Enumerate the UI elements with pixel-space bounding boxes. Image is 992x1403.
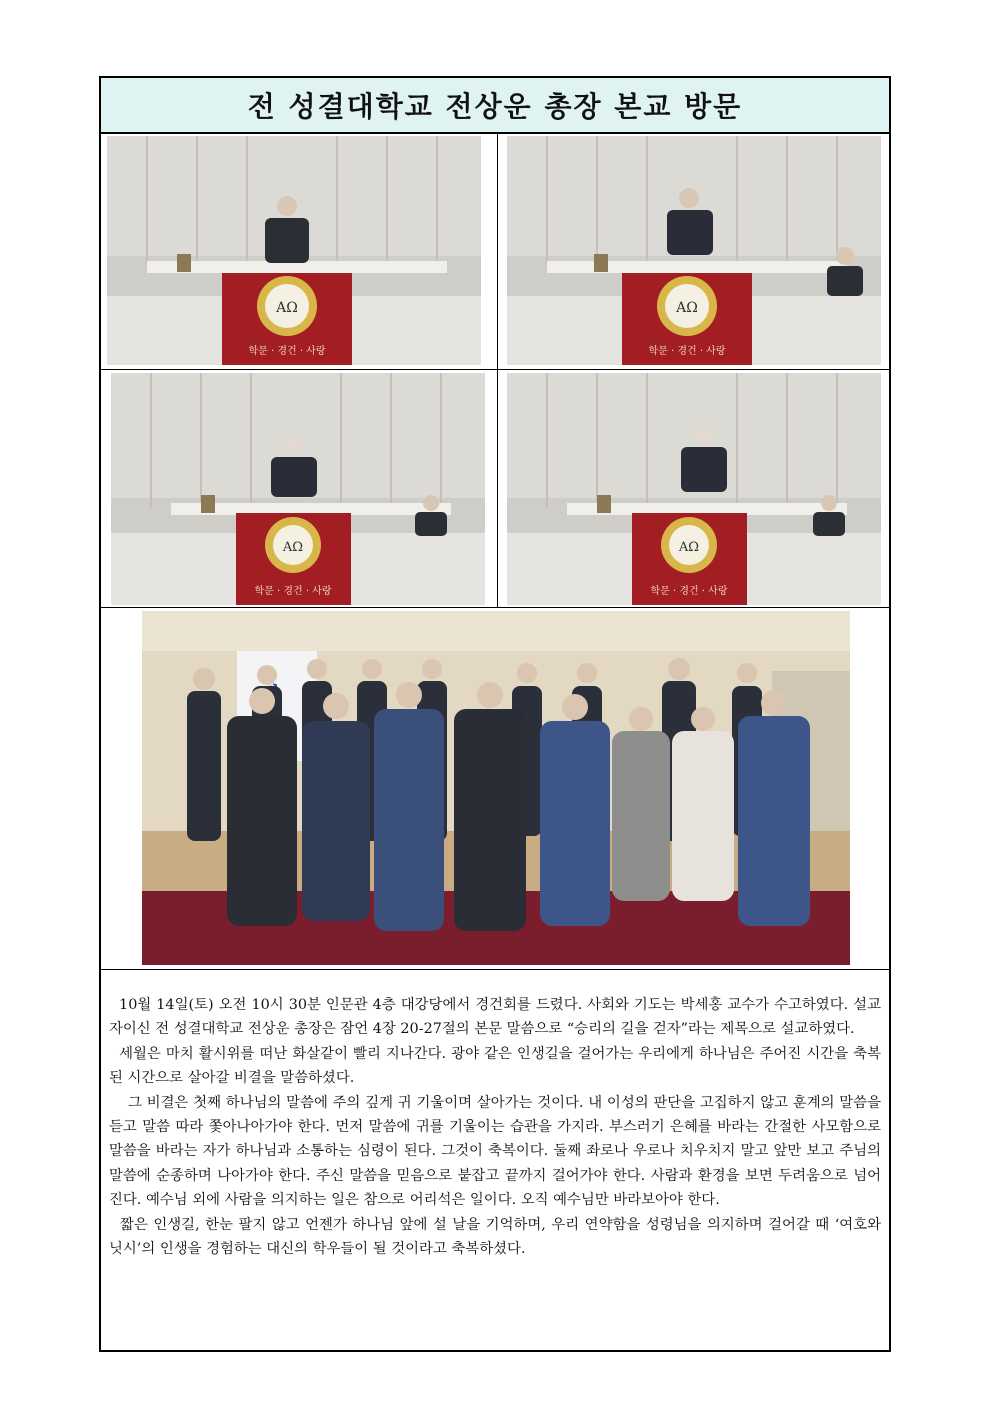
document-frame: [99, 76, 891, 1352]
paragraph: 세월은 마치 활시위를 떠난 화살같이 빨리 지나간다. 광야 같은 인생길을 걸어가는 우리에게 하나님은 주어진 시간을 축복된 시간으로 살아갈 비결을 말씀하셨다.: [109, 1045, 881, 1087]
banner-text: 학문 · 경건 · 사랑: [254, 586, 332, 597]
divider: [101, 969, 889, 970]
divider: [101, 369, 889, 370]
photo-speaker-4: [507, 373, 881, 605]
banner-text: 학문 · 경건 · 사랑: [648, 346, 726, 357]
seal-letters: ΑΩ: [678, 540, 700, 555]
photo-speaker-2: [507, 136, 881, 365]
photo-speaker-3: [111, 373, 485, 605]
paragraph: 10월 14일(토) 오전 10시 30분 인문관 4층 대강당에서 경건회를 드렸다. 사회와 기도는 박세홍 교수가 수고하였다. 설교자이신 전 성결대학교 전상운 총장은 잠언 4장 20-27절의 본문 말씀으로 “승리의 길을 걷자”라는 제목으로 설교하였다.: [109, 997, 881, 1038]
divider: [497, 134, 498, 607]
article-body: [109, 993, 886, 1261]
banner-text: 학문 · 경건 · 사랑: [248, 346, 326, 357]
paragraph: 짧은 인생길, 한눈 팔지 않고 언젠가 하나님 앞에 설 날을 기억하며, 우리 연약함을 성령님을 의지하며 걸어갈 때 ‘여호와 닛시’의 인생을 경험하는 대신의 학우들이 될 것이라고 축복하셨다.: [109, 1216, 886, 1258]
seal-letters: ΑΩ: [676, 300, 698, 316]
photo-speaker-1: [107, 136, 481, 365]
seal-letters: ΑΩ: [276, 300, 298, 316]
banner-text: 학문 · 경건 · 사랑: [650, 586, 728, 597]
title-row: [101, 78, 889, 134]
page-title: 전 성결대학교 전상운 총장 본교 방문: [247, 90, 743, 123]
seal-letters: ΑΩ: [282, 540, 304, 555]
paragraph: 그 비결은 첫째 하나님의 말씀에 주의 깊게 귀 기울이며 살아가는 것이다. 내 이성의 판단을 고집하지 않고 훈계의 말씀을 듣고 말씀 따라 쫓아나아가야 한다. 먼저 말씀에 귀를 기울이는 습관을 가지라. 부스러기 은혜를 바라는 간절한 사모함으로 말씀을 바라는 자가 하나님과 소통하는 심령이 된다. 그것이 축복이다. 둘째 좌로나 우로나 치우치지 말고 앞만 보고 주님의 말씀에 순종하며 나아가야 한다. 주신 말씀을 믿음으로 붙잡고 끝까지 걸어가야 한다. 사람과 환경을 보면 두려움으로 넘어진다. 예수님 외에 사람을 의지하는 일은 참으로 어리석은 일이다. 오직 예수님만 바라보아야 한다.: [109, 1094, 886, 1209]
photo-group: [142, 611, 850, 965]
divider: [101, 607, 889, 608]
